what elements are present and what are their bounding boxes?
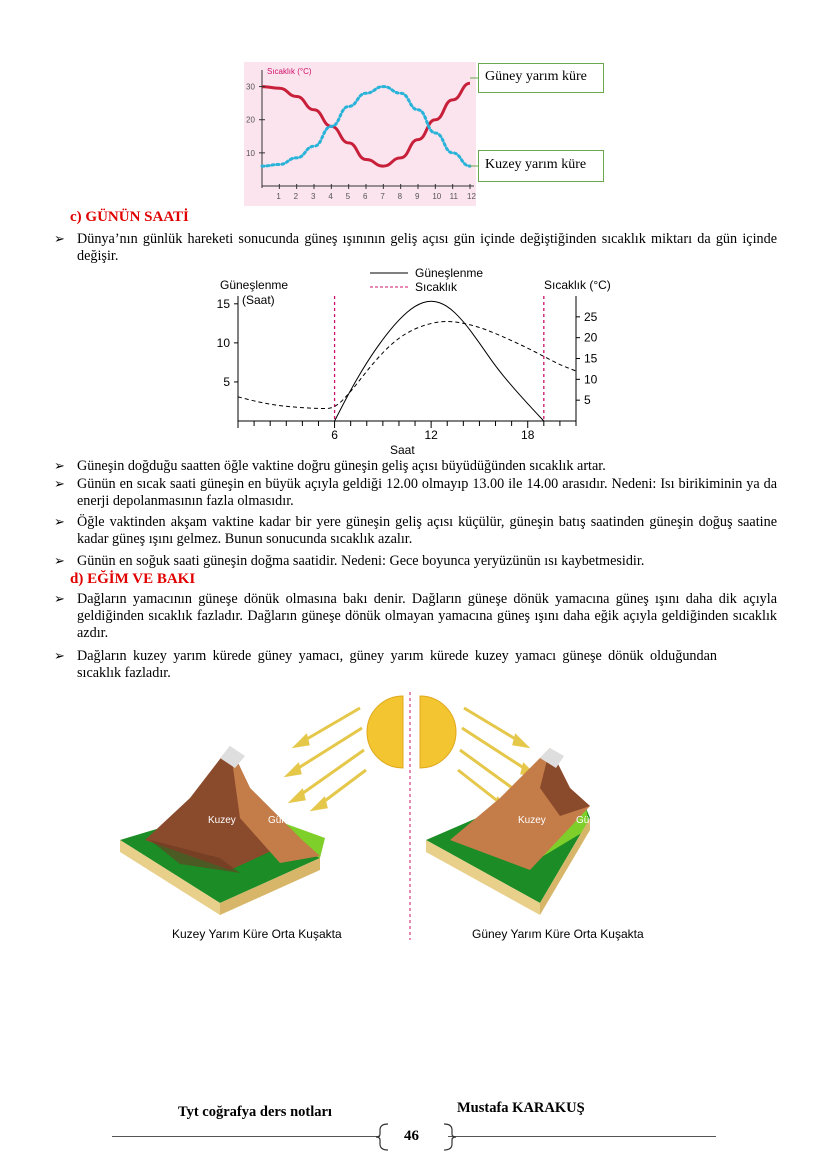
footer-course-title: Tyt coğrafya ders notları bbox=[178, 1104, 332, 1120]
footer-rule-right bbox=[448, 1136, 716, 1137]
right-north-label: Kuzey bbox=[518, 815, 546, 826]
chart1-xtick-label: 2 bbox=[293, 192, 299, 201]
chart2-xtick-label: 6 bbox=[331, 428, 338, 442]
arrow-bullet-icon: ➢ bbox=[54, 648, 65, 663]
chart1-xtick-label: 12 bbox=[467, 192, 476, 201]
insolation-curve bbox=[335, 301, 544, 421]
chart2-xtick-label: 18 bbox=[521, 428, 535, 442]
legend-north-label: Kuzey yarım küre bbox=[485, 157, 587, 172]
chart1-ytick-label: 10 bbox=[246, 148, 255, 158]
chart2-left-tick-label: 15 bbox=[216, 296, 230, 311]
chart1-xtick-label: 6 bbox=[363, 192, 368, 201]
right-axis-title: Sıcaklık (°C) bbox=[544, 278, 611, 292]
chart2-xtick-label: 12 bbox=[424, 428, 438, 442]
legend-temperature: Sıcaklık bbox=[415, 280, 458, 294]
arrow-bullet-icon: ➢ bbox=[54, 591, 65, 606]
chart2-right-tick-label: 25 bbox=[584, 309, 598, 324]
legend-insolation: Güneşlenme bbox=[415, 266, 484, 280]
right-mountain-block bbox=[426, 748, 590, 915]
chart1-ytick-label: 20 bbox=[246, 115, 255, 125]
left-axis-unit: (Saat) bbox=[242, 293, 275, 307]
chart2-right-tick-label: 20 bbox=[584, 330, 598, 345]
footer-author: Mustafa KARAKUŞ bbox=[457, 1100, 585, 1116]
chart1-ytick-label: 30 bbox=[246, 82, 255, 92]
temperature-curve bbox=[238, 322, 576, 409]
section-d-bullet-1: Dağların yamacının güneşe dönük olmasına bakı denir. Dağların güneşe dönük yamacına güneş ışını daha dik açıyla geldiğinden sıcaklık fazladır. Dağların güneşe dönük olmayan yamacına güneş ışını daha eğik açıyla geldiğinden sıcaklık azdır. bbox=[77, 591, 777, 641]
chart1-xtick-label: 11 bbox=[449, 192, 458, 201]
section-c-heading: c) GÜNÜN SAATİ bbox=[70, 209, 189, 225]
arrow-bullet-icon: ➢ bbox=[54, 458, 65, 473]
right-south-label: Güney bbox=[576, 815, 606, 826]
section-c-bullet-3: Öğle vaktinden akşam vaktine kadar bir yere güneşin geliş açısı küçülür, güneşin batış saatinden güneşin doğuş saatine kadar güneş ışını gelmez. Bunun sonucunda sıcaklık azalır. bbox=[77, 514, 777, 547]
chart2-left-tick-label: 5 bbox=[223, 374, 230, 389]
chart1-xtick-label: 9 bbox=[415, 192, 420, 201]
chart2-svg bbox=[212, 264, 622, 458]
section-d-heading: d) EĞİM VE BAKI bbox=[70, 571, 196, 587]
left-axis-title: Güneşlenme bbox=[220, 278, 289, 292]
footer-rule-left bbox=[112, 1136, 380, 1137]
section-c-bullet-4: Günün en soğuk saati güneşin doğma saatidir. Nedeni: Gece boyunca yeryüzünün ısı kaybetmesidir. bbox=[77, 553, 645, 569]
chart1-xtick-label: 5 bbox=[345, 192, 351, 201]
section-d-bullet-2: Dağların kuzey yarım kürede güney yamacı, güney yarım kürede kuzey yamacı güneşe dönük olduğundan sıcaklık fazladır. bbox=[77, 648, 717, 681]
chart2-right-tick-label: 15 bbox=[584, 351, 598, 366]
legend-south-box bbox=[478, 63, 604, 93]
section-c-intro: Dünya’nın günlük hareketi sonucunda güneş ışınının geliş açısı gün içinde değiştiğinden sıcaklık miktarı da gün içinde değişir. bbox=[77, 231, 777, 264]
chart1-xtick-label: 1 bbox=[276, 192, 281, 201]
arrow-bullet-icon: ➢ bbox=[54, 231, 65, 246]
chart1-xtick-label: 10 bbox=[432, 192, 442, 201]
left-south-label: Güney bbox=[268, 815, 298, 826]
chart1-background bbox=[244, 62, 476, 206]
section-c-bullet-1: Güneşin doğduğu saatten öğle vaktine doğru güneşin geliş açısı büyüdüğünden sıcaklık artar. bbox=[77, 458, 606, 474]
chart1-xtick-label: 3 bbox=[311, 192, 316, 201]
legend-north-box bbox=[478, 150, 604, 182]
arrow-bullet-icon: ➢ bbox=[54, 476, 65, 491]
hemisphere-temperature-chart bbox=[244, 62, 618, 206]
left-caption: Kuzey Yarım Küre Orta Kuşakta bbox=[172, 927, 342, 941]
chart1-xtick-label: 7 bbox=[380, 192, 385, 201]
arrow-bullet-icon: ➢ bbox=[54, 553, 65, 568]
section-c-bullet-2: Günün en sıcak saati güneşin en büyük açıyla geldiği 12.00 olmayıp 13.00 ile 14.00 arasıdır. Nedeni: Isı birikiminin ya da enerji depolanmasının fazla olmasıdır. bbox=[77, 476, 777, 509]
left-north-label: Kuzey bbox=[208, 815, 236, 826]
chart1-xtick-label: 8 bbox=[397, 192, 403, 201]
chart1-xtick-label: 4 bbox=[328, 192, 333, 201]
sun-left-icon bbox=[367, 696, 403, 768]
chart1-ylabel: Sıcaklık (°C) bbox=[267, 67, 312, 76]
chart2-right-tick-label: 5 bbox=[584, 393, 591, 408]
right-caption: Güney Yarım Küre Orta Kuşakta bbox=[472, 927, 644, 941]
sun-rays-left bbox=[288, 708, 366, 809]
slope-aspect-illustration bbox=[120, 688, 710, 948]
legend-south-label: Güney yarım küre bbox=[485, 69, 587, 84]
chart2-right-tick-label: 10 bbox=[584, 372, 598, 387]
x-axis-title: Saat bbox=[390, 443, 415, 457]
chart2-left-tick-label: 10 bbox=[216, 335, 230, 350]
daily-insolation-chart bbox=[212, 264, 622, 458]
sun-right-icon bbox=[420, 696, 456, 768]
arrow-bullet-icon: ➢ bbox=[54, 514, 65, 529]
page-number: 46 bbox=[404, 1128, 419, 1144]
